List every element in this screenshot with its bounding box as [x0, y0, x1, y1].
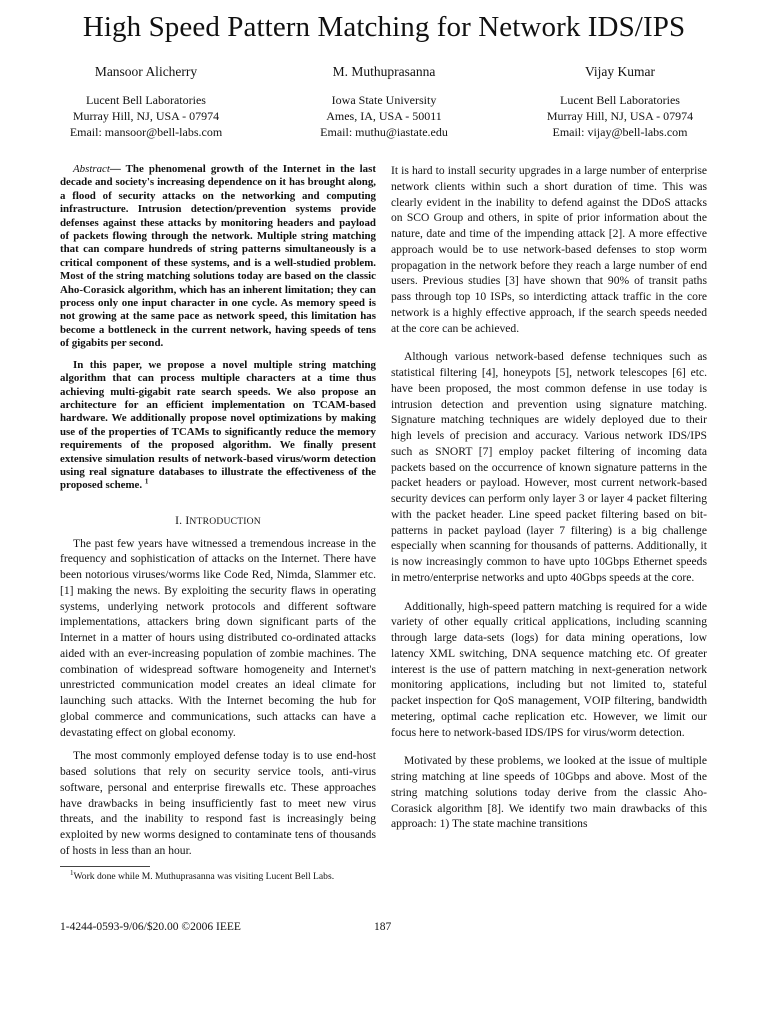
section-number: I.	[175, 513, 186, 527]
author-email: Email: mansoor@bell-labs.com	[69, 125, 223, 139]
body-paragraph: It is hard to install security upgrades in a large number of enterprise network clients within such a short duration of time. This was clearly evident in the inability to defend against the DDoS attacks on SCO Group and others, in spite of prior information about the nature, date and time of the impending attack [2]. A more effective approach would be to use network-based defenses to stop worm propagation in the network before they reach a large number of end users. Previous studies [3] have shown that 90% of transit paths pass through top 10 ISPs, so interdicting attack traffic in the core network is a highly effective approach, if the search speeds needed at the core can be achieved.	[391, 164, 707, 335]
author-block-1	[26, 63, 266, 140]
author-name: Mansoor Alicherry	[94, 64, 198, 79]
author-address: Murray Hill, NJ, USA - 07974	[72, 109, 220, 123]
abstract-text-1: The phenomenal growth of the Internet in the last decade and society's increasing dependence on it has brought along, a flood of security attacks on the networking and computing infrastructure. Intrusion detection/prevention systems provide defenses against these attacks by monitoring headers and payload of packets flowing through the network. Multiple string matching that can compare hundreds of string patterns simultaneously is a critical component of these systems, and is a well-studied problem. Most of the string matching solutions today are based on the classic Aho-Corasick algorithm, which has an inherent limitation; they can process only one input character in one cycle. As memory speed is not growing at the same pace as network speed, this limitation has become a bottleneck in the current network, having speeds of tens of gigabits per second.	[60, 163, 376, 350]
page-number: 187	[374, 921, 392, 933]
abstract-dash: —	[109, 163, 126, 175]
copyright-footer: 1-4244-0593-9/06/$20.00 ©2006 IEEE	[60, 921, 241, 933]
abstract-label: Abstract	[73, 163, 110, 175]
right-column	[391, 163, 707, 832]
author-address: Ames, IA, USA - 50011	[326, 109, 442, 123]
body-paragraph: Although various network-based defense techniques such as statistical filtering [4], honeypots [5], network telescopes [6] etc. have been proposed, the most common defense in use today is intrusion detection and prevention using signature matching. Signature matching techniques are widely deployed due to their high levels of precision and accuracy. Various network IDS/IPS such as SNORT [7] employ packet filtering of incoming data packets based on the occurrence of known signature patterns in the packet headers or payload. However, most current network-based security devices can perform only layer 3 or layer 4 packet filtering with the packet header. Line speed packet filtering based on bit-patterns in packet payload (layer 7 filtering) is a big challenge especially when scanning for thousands of patterns. Additionally, it is now increasingly common to have upto 10Gbps Ethernet speeds in metro/enterprise networks and upto 40Gbps speeds at the core.	[391, 350, 707, 584]
author-block-3	[500, 63, 740, 140]
body-paragraph: The past few years have witnessed a tremendous increase in the frequency and sophistication of attacks on the Internet. There have been notorious viruses/worms like Code Red, Nimda, Slammer etc. [1] making the news. By exploiting the security flaws in operating systems, underlying network protocols and different software implementations, attackers bring down significant parts of the Internet in a matter of hours using distributed co-ordinated attacks aided with an ever-increasing population of zombie machines. The combination of widespread software homogeneity and Internet's unrestricted communication model creates an ideal climate for launching such attacks. With the Internet becoming the hub for global commerce and communications, such attacks can have a devastating effect on global economy.	[60, 536, 376, 739]
footnote-text: Work done while M. Muthuprasanna was visiting Lucent Bell Labs.	[73, 870, 335, 882]
abstract-footnote-mark: 1	[144, 477, 149, 486]
author-affiliation: Iowa State University	[331, 93, 437, 107]
paper-title: High Speed Pattern Matching for Network IDS/IPS	[82, 11, 686, 43]
abstract-paragraph-2	[60, 359, 376, 493]
left-column	[60, 163, 376, 883]
section-title-rest: NTRODUCTION	[189, 515, 261, 527]
author-email: Email: muthu@iastate.edu	[320, 125, 448, 139]
author-name: M. Muthuprasanna	[332, 64, 436, 79]
footnote	[60, 868, 376, 883]
section-title-initial: I	[185, 513, 190, 527]
body-paragraph: The most commonly employed defense today is to use end-host based solutions that rely on security service tools, anti-virus software, personal and enterprise firewalls etc. These approaches have drawbacks in being insufficiently fast to meet new virus threats, and the inability to respond fast is increasingly being exploited by new worms designed to contaminate tens of thousands of hosts in less than an hour.	[60, 749, 376, 857]
author-name: Vijay Kumar	[584, 64, 656, 79]
footnote-mark: 1	[70, 868, 74, 877]
section-heading	[60, 513, 376, 530]
author-address: Murray Hill, NJ, USA - 07974	[546, 109, 694, 123]
abstract-paragraph-1	[60, 163, 376, 351]
author-block-2	[264, 63, 504, 140]
author-affiliation: Lucent Bell Laboratories	[560, 93, 680, 107]
author-affiliation: Lucent Bell Laboratories	[86, 93, 206, 107]
body-paragraph: Motivated by these problems, we looked at the issue of multiple string matching at line speeds of 10Gbps and above. Most of the string matching solutions today derive from the classic Aho-Corasick algorithm [8]. We identify two main drawbacks of this approach: 1) The state machine transitions	[391, 754, 707, 831]
author-email: Email: vijay@bell-labs.com	[552, 125, 688, 139]
abstract-text-2: In this paper, we propose a novel multiple string matching algorithm that can process multiple characters at a time thus achieving multi-gigabit rate search speeds. We also propose an architecture for an efficient implementation on TCAM-based hardware. We additionally propose novel optimizations by making use of the properties of TCAMs to significantly reduce the memory requirements of the proposed algorithm. We finally present extensive simulation results of network-based virus/worm detection using real signature databases to illustrate the effectiveness of the proposed scheme.	[60, 358, 376, 492]
body-paragraph: Additionally, high-speed pattern matching is required for a wide variety of other equally critical applications, including scanning through large data-sets (logs) for data mining operations, low latency XML switching, DNA sequence matching etc. Of greater interest is the use of pattern matching in next-generation network monitoring applications, including but not limited to, stateful packet inspection for QoS management, VOIP filtering, bandwidth metering, optimal cache replication etc. However, we limit our focus here to network-based IDS/IPS for virus/worm detection.	[391, 599, 707, 739]
footnote-rule	[60, 866, 150, 867]
